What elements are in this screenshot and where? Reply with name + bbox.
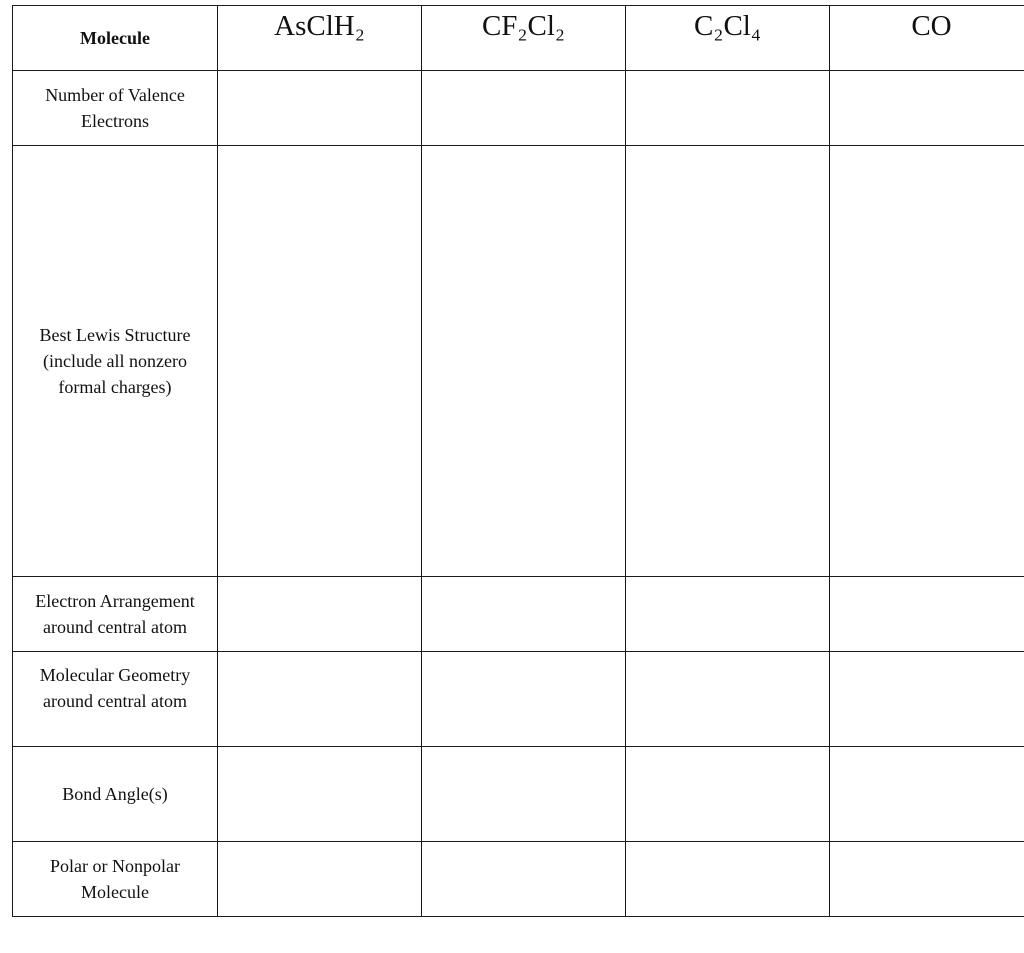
polarity-row (13, 842, 1024, 917)
answer-cell[interactable] (422, 71, 626, 146)
molecule-header-cell (422, 6, 626, 71)
answer-cell[interactable] (218, 71, 422, 146)
electron-arrangement-row (13, 577, 1024, 652)
row-label-bond-angles: Bond Angle(s) (13, 747, 218, 842)
row-label-valence-electrons: Number of Valence Electrons (13, 71, 218, 146)
answer-cell[interactable] (626, 652, 830, 747)
answer-cell[interactable] (626, 747, 830, 842)
answer-cell[interactable] (218, 652, 422, 747)
row-label-molecular-geometry: Molecular Geometry around central atom (13, 652, 218, 747)
answer-cell[interactable] (830, 146, 1024, 577)
lewis-structure-row (13, 146, 1024, 577)
answer-cell[interactable] (830, 842, 1024, 917)
answer-cell[interactable] (422, 652, 626, 747)
answer-cell[interactable] (422, 747, 626, 842)
row-label-lewis-structure: Best Lewis Structure (include all nonzero formal charges) (13, 146, 218, 577)
answer-cell[interactable] (422, 842, 626, 917)
molecule-header-label: Molecule (13, 6, 218, 71)
molecule-formula-2: CF₂Cl₂ (481, 10, 566, 42)
answer-cell[interactable] (626, 577, 830, 652)
answer-cell[interactable] (218, 842, 422, 917)
molecule-formula-4: CO (911, 10, 952, 42)
molecule-header-cell (626, 6, 830, 71)
molecule-formula-1: AsClH₂ (274, 10, 365, 42)
answer-cell[interactable] (422, 577, 626, 652)
answer-cell[interactable] (830, 71, 1024, 146)
molecular-geometry-row (13, 652, 1024, 747)
bond-angle-row (13, 747, 1024, 842)
answer-cell[interactable] (626, 71, 830, 146)
answer-cell[interactable] (218, 577, 422, 652)
row-label-electron-arrangement: Electron Arrangement around central atom (13, 577, 218, 652)
answer-cell[interactable] (626, 842, 830, 917)
molecule-worksheet-table (12, 5, 1024, 917)
row-label-polarity: Polar or Nonpolar Molecule (13, 842, 218, 917)
answer-cell[interactable] (626, 146, 830, 577)
answer-cell[interactable] (218, 146, 422, 577)
molecule-header-cell (218, 6, 422, 71)
answer-cell[interactable] (830, 652, 1024, 747)
header-row (13, 6, 1024, 71)
molecule-header-cell (830, 6, 1024, 71)
answer-cell[interactable] (830, 577, 1024, 652)
valence-electrons-row (13, 71, 1024, 146)
answer-cell[interactable] (830, 747, 1024, 842)
answer-cell[interactable] (218, 747, 422, 842)
molecule-formula-3: C₂Cl₄ (694, 10, 761, 42)
answer-cell[interactable] (422, 146, 626, 577)
